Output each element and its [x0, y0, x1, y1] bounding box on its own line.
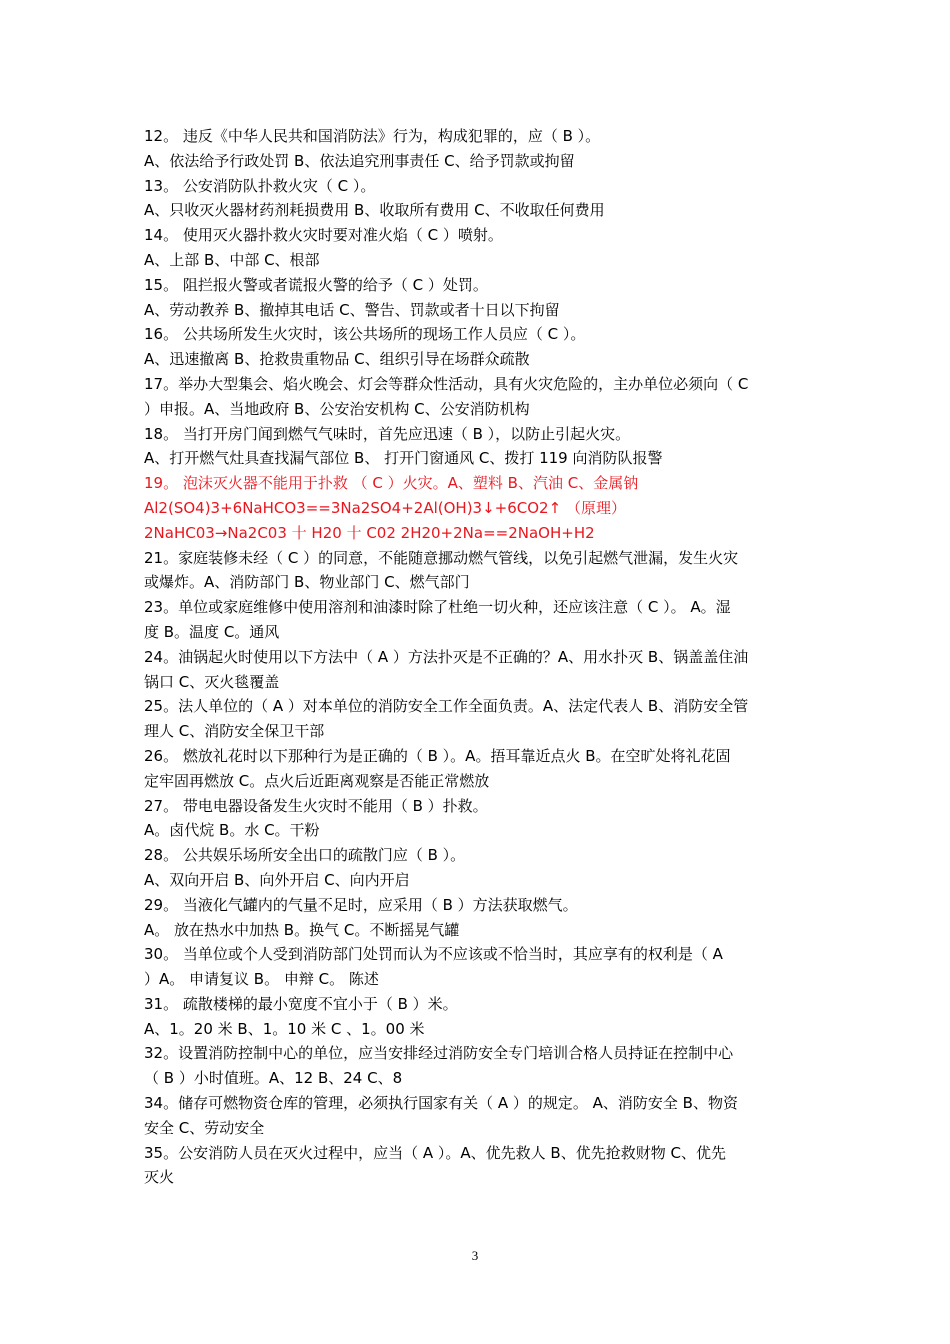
text-line: A。卤代烷 B。水 C。干粉 [144, 821, 320, 840]
text-line: 23。单位或家庭维修中使用溶剂和油漆时除了杜绝一切火种，还应该注意（ C ）。 A。湿 [144, 598, 731, 617]
text-line: A、双向开启 B、向外开启 C、向内开启 [144, 870, 410, 889]
text-line: A、劳动教养 B、撤掉其电话 C、警告、罚款或者十日以下拘留 [144, 300, 560, 319]
text-line: A、只收灭火器材药剂耗损费用 B、收取所有费用 C、不收取任何费用 [144, 201, 605, 220]
text-line: 34。储存可燃物资仓库的管理，必须执行国家有关（ A ）的规定。 A、消防安全 B、物资 [144, 1094, 738, 1113]
text-line: 29。 当液化气罐内的气量不足时，应采用（ B ）方法获取燃气。 [144, 895, 578, 914]
text-line: （ B ）小时值班。A、12 B、24 C、8 [144, 1069, 403, 1088]
text-line: 灭火 [144, 1168, 175, 1187]
text-line: 或爆炸。A、消防部门 B、物业部门 C、燃气部门 [144, 573, 470, 592]
text-line: 30。 当单位或个人受到消防部门处罚而认为不应该或不恰当时，其应享有的权利是（ A [144, 945, 723, 964]
text-line: A。 放在热水中加热 B。换气 C。不断摇晃气罐 [144, 920, 460, 939]
text-line: 锅口 C、灭火毯覆盖 [144, 672, 280, 691]
text-line: 18。 当打开房门闻到燃气气味时，首先应迅速（ B ），以防止引起火灾。 [144, 424, 631, 443]
text-line: A、依法给予行政处罚 B、依法追究刑事责任 C、给予罚款或拘留 [144, 151, 575, 170]
text-line: 19。 泡沫灭火器不能用于扑救 （ C ）火灾。A、塑料 B、汽油 C、金属钠 [144, 474, 639, 493]
text-line: 26。 燃放礼花时以下那种行为是正确的（ B ）。A。捂耳靠近点火 B。在空旷处将礼花固 [144, 746, 731, 765]
text-line: 度 B。温度 C。通风 [144, 622, 280, 641]
text-line: 2NaHC03→Na2C03 十 H20 十 C02 2H20+2Na==2NaOH+H2 [144, 523, 595, 542]
text-line: A、打开燃气灶具查找漏气部位 B、 打开门窗通风 C、拨打 119 向消防队报警 [144, 449, 663, 468]
text-line: A、1。20 米 B、1。10 米 C 、1。00 米 [144, 1019, 425, 1038]
text-line: 17。举办大型集会、焰火晚会、灯会等群众性活动，具有火灾危险的，主办单位必须向（ C [144, 374, 749, 393]
text-line: 21。家庭装修未经（ C ）的同意，不能随意挪动燃气管线，以免引起燃气泄漏，发生火灾 [144, 548, 739, 567]
text-line: Al2(SO4)3+6NaHCO3==3Na2SO4+2Al(OH)3↓+6CO2↑ （原理） [144, 498, 626, 517]
text-line: 28。 公共娱乐场所安全出口的疏散门应（ B ）。 [144, 846, 466, 865]
text-line: ）申报。A、当地政府 B、公安治安机构 C、公安消防机构 [144, 399, 530, 418]
text-line: 32。设置消防控制中心的单位，应当安排经过消防安全专门培训合格人员持证在控制中心 [144, 1044, 734, 1063]
text-line: 24。油锅起火时使用以下方法中（ A ）方法扑灭是不正确的？A、用水扑灭 B、锅盖盖住油 [144, 647, 749, 666]
text-line: 14。 使用灭火器扑救火灾时要对准火焰（ C ）喷射。 [144, 226, 503, 245]
text-line: 15。 阻拦报火警或者谎报火警的给予（ C ）处罚。 [144, 275, 488, 294]
text-line: 12。 违反《中华人民共和国消防法》行为，构成犯罪的，应（ B ）。 [144, 127, 601, 145]
question-text-block [144, 124, 810, 1190]
text-line: 13。 公安消防队扑救火灾（ C ）。 [144, 176, 376, 195]
text-line: 35。公安消防人员在灭火过程中，应当（ A ）。A、优先救人 B、优先抢救财物 C、优先 [144, 1143, 726, 1162]
text-line: ）A。 申请复议 B。 申辩 C。 陈述 [144, 970, 379, 989]
text-line: 25。法人单位的（ A ）对本单位的消防安全工作全面负责。A、法定代表人 B、消防安全管 [144, 697, 749, 716]
text-line: 31。 疏散楼梯的最小宽度不宜小于（ B ）米。 [144, 994, 458, 1013]
page-number: 3 [471, 1248, 479, 1263]
text-line: 27。 带电电器设备发生火灾时不能用（ B ）扑救。 [144, 796, 488, 815]
text-line: A、上部 B、中部 C、根部 [144, 250, 320, 269]
text-line: 安全 C、劳动安全 [144, 1118, 265, 1137]
text-line: A、迅速撤离 B、抢救贵重物品 C、组织引导在场群众疏散 [144, 350, 530, 369]
text-line: 理人 C、消防安全保卫干部 [144, 722, 325, 741]
text-line: 16。 公共场所发生火灾时，该公共场所的现场工作人员应（ C ）。 [144, 325, 586, 344]
text-line: 定牢固再燃放 C。点火后近距离观察是否能正常燃放 [144, 771, 490, 790]
